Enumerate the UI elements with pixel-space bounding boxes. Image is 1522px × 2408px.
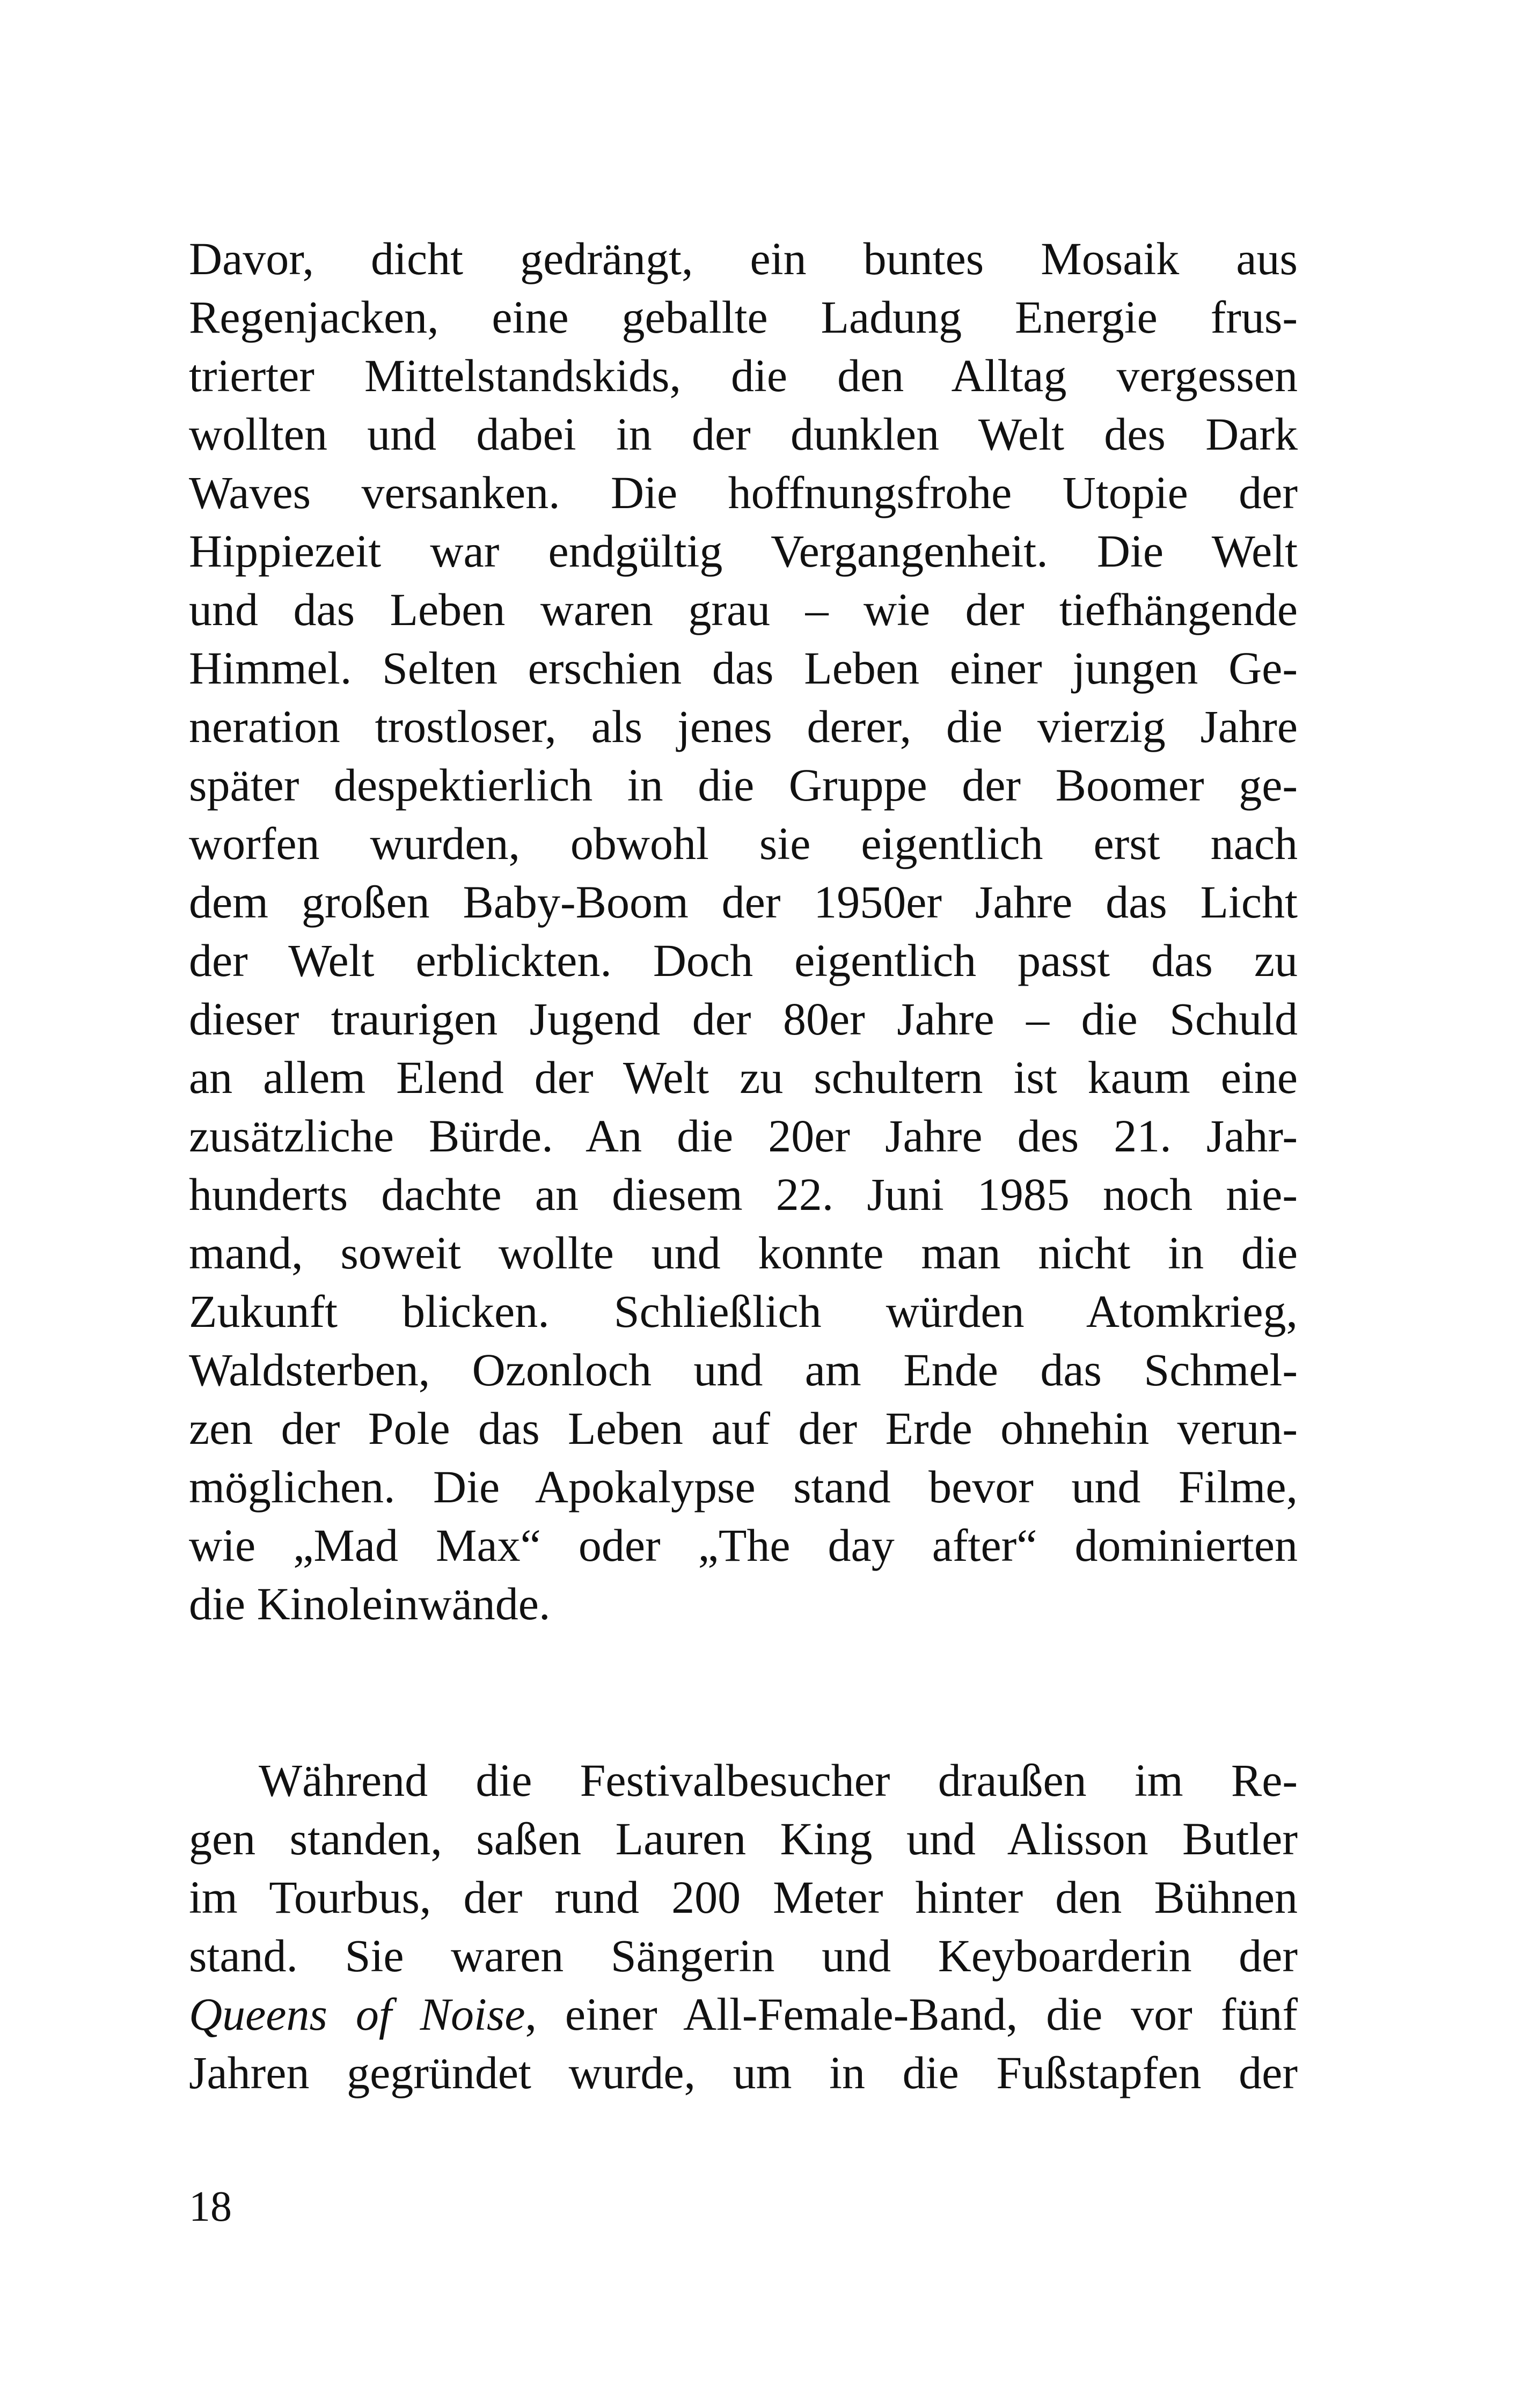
text-line: der Welt erblickten. Doch eigentlich passt das zu xyxy=(189,935,1298,986)
text-line: möglichen. Die Apokalypse stand bevor und Filme, xyxy=(189,1461,1298,1513)
text-line: im Tourbus, der rund 200 Meter hinter den Bühnen xyxy=(189,1871,1298,1923)
text-line: zusätzliche Bürde. An die 20er Jahre des 21. Jahr- xyxy=(189,1110,1298,1162)
text-line: Davor, dicht gedrängt, ein buntes Mosaik aus xyxy=(189,233,1298,284)
text-line: wie „Mad Max“ oder „The day after“ dominierten xyxy=(189,1519,1298,1571)
text-line: dem großen Baby-Boom der 1950er Jahre das Licht xyxy=(189,876,1298,928)
text-line: später despektierlich in die Gruppe der Boomer ge- xyxy=(189,759,1298,811)
page-number: 18 xyxy=(189,2183,232,2230)
band-name: Queens of Noise xyxy=(189,1988,525,2040)
text-line xyxy=(189,1985,1298,2044)
text-line: zen der Pole das Leben auf der Erde ohnehin verun- xyxy=(189,1403,1298,1454)
paragraph-2 xyxy=(189,1751,1298,2102)
text-line: wollten und dabei in der dunklen Welt des Dark xyxy=(189,408,1298,460)
text-line: Hippiezeit war endgültig Vergangenheit. Die Welt xyxy=(189,525,1298,577)
text-line: Jahren gegründet wurde, um in die Fußstapfen der xyxy=(189,2047,1298,2098)
text-line: dieser traurigen Jugend der 80er Jahre – die Schuld xyxy=(189,993,1298,1045)
text-line: neration trostloser, als jenes derer, die vierzig Jahre xyxy=(189,701,1298,752)
text-line: an allem Elend der Welt zu schultern ist kaum eine xyxy=(189,1052,1298,1103)
text-line: Waldsterben, Ozonloch und am Ende das Schmel- xyxy=(189,1344,1298,1396)
text-line: mand, soweit wollte und konnte man nicht in die xyxy=(189,1227,1298,1279)
text-line: Zukunft blicken. Schließlich würden Atomkrieg, xyxy=(189,1286,1298,1337)
text-line: trierter Mittelstandskids, die den Alltag vergessen xyxy=(189,350,1298,401)
text-line: gen standen, saßen Lauren King und Alisson Butler xyxy=(189,1813,1298,1864)
text-line-rest: , einer All-Female-Band, die vor fünf xyxy=(525,1988,1298,2040)
text-line: Waves versanken. Die hoffnungsfrohe Utopie der xyxy=(189,467,1298,518)
text-line: und das Leben waren grau – wie der tiefhängende xyxy=(189,584,1298,635)
text-line: stand. Sie waren Sängerin und Keyboarderin der xyxy=(189,1930,1298,1981)
paragraph-1 xyxy=(189,230,1298,1633)
text-line: Regenjacken, eine geballte Ladung Energie frus- xyxy=(189,291,1298,343)
text-line: hunderts dachte an diesem 22. Juni 1985 noch nie- xyxy=(189,1169,1298,1220)
text-line: Während die Festivalbesucher draußen im Re- xyxy=(259,1754,1298,1806)
text-line: die Kinoleinwände. xyxy=(189,1578,551,1629)
text-line: Himmel. Selten erschien das Leben einer jungen Ge- xyxy=(189,642,1298,694)
text-line: worfen wurden, obwohl sie eigentlich erst nach xyxy=(189,818,1298,869)
